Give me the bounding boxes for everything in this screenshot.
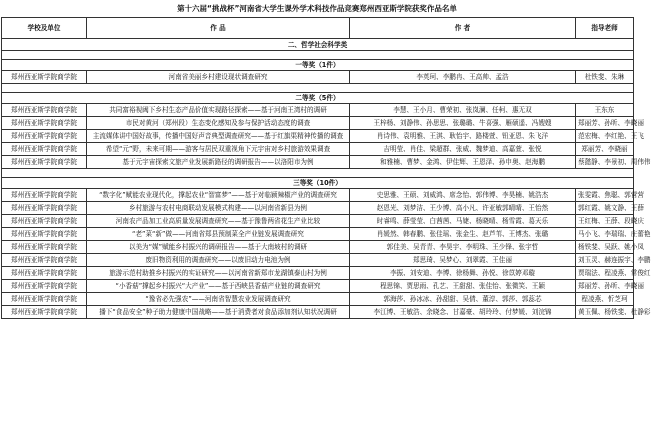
cell-school: 郑州西亚斯学院商学院 <box>2 189 87 202</box>
cell-work: “老”菜“新”做——河南省郑县预制菜全产业链发展调查研究 <box>87 228 350 241</box>
cell-school: 郑州西亚斯学院商学院 <box>2 306 87 319</box>
table-row <box>2 228 634 241</box>
spacer-row <box>2 84 634 93</box>
cell-advisor: 蔡懿静、李景初、周伟伟 <box>576 156 634 169</box>
cell-work: 乡村旅游与农村电商联动发展模式构建——以河南省新县为例 <box>87 202 350 215</box>
cell-school: 郑州西亚斯学院商学院 <box>2 241 87 254</box>
cell-work: 旅游示范村助推乡村振兴的实证研究——以河南省新郑市龙湖镇泰山村为例 <box>87 267 350 280</box>
spacer-cell <box>2 169 634 178</box>
section-row <box>2 39 634 51</box>
cell-advisor: 范宏梅、李红艳、王飞 <box>576 130 634 143</box>
cell-school: 郑州西亚斯学院商学院 <box>2 254 87 267</box>
document-title: 第十六届“挑战杯”河南省大学生课外学术科技作品竞赛郑州西亚斯学院获奖作品名单 <box>177 4 457 13</box>
cell-school: 郑州西亚斯学院商学院 <box>2 71 87 84</box>
table-row <box>2 143 634 156</box>
award-group-row <box>2 93 634 104</box>
cell-authors: 郭佳美、吴青青、李昊宇、李明珠、王少锋、张宇哲 <box>350 241 576 254</box>
spacer-row <box>2 51 634 60</box>
table-row <box>2 280 634 293</box>
cell-work: 基于元宇宙探索文旅产业发展新路径的调研报告——以洛阳市为例 <box>87 156 350 169</box>
cell-advisor: 郑丽芳、孙昕、李晓丽 <box>576 280 634 293</box>
table-row <box>2 306 634 319</box>
award-group-label: 一等奖（1件） <box>2 60 634 71</box>
section-title: 二、哲学社会科学类 <box>2 39 634 51</box>
cell-work: “数字化”赋能农业现代化，撑起农业“智富梦”——基于对临颍辣椒产业的调查研究 <box>87 189 350 202</box>
cell-work: 以美为“媒”赋能乡村振兴的调研报告——基于大南坡村的调研 <box>87 241 350 254</box>
cell-advisor: 王东东 <box>576 104 634 117</box>
cell-advisor: 马小飞、李瑞瑞、庄蕾艳 <box>576 228 634 241</box>
header-school: 学校及单位 <box>2 18 87 39</box>
cell-authors: 吉明莹、肖佳、梁超群、张威、魏梦迪、高嘉萱、张悦 <box>350 143 576 156</box>
table-row <box>2 71 634 84</box>
cell-advisor: 杜铁斐、朱琳 <box>576 71 634 84</box>
cell-work: 共同富裕视阈下乡村生态产品价值实现路径探索——基于河南王湾村的调研 <box>87 104 350 117</box>
table-row <box>2 117 634 130</box>
cell-work: “豫省必先强农”——河南省智慧农业发展调查研究 <box>87 293 350 306</box>
table-row <box>2 202 634 215</box>
cell-advisor: 黄玉佩、杨铁斐、杜静彩 <box>576 306 634 319</box>
spacer-cell <box>2 84 634 93</box>
cell-authors: 史思雅、王硕、刘威鸿、席念怡、郭伟博、李昊楠、姚浩杰 <box>350 189 576 202</box>
spacer-row <box>2 169 634 178</box>
cell-advisor: 王红梅、王薛、段晓庆 <box>576 215 634 228</box>
cell-school: 郑州西亚斯学院商学院 <box>2 280 87 293</box>
cell-authors: 郑思琦、吴梦心、刘翠霞、王佳丽 <box>350 254 576 267</box>
cell-school: 郑州西亚斯学院商学院 <box>2 228 87 241</box>
cell-authors: 赵恩光、刘梦洁、王少博、高小凡、许亚敏郭晴晴、王怡然 <box>350 202 576 215</box>
cell-school: 郑州西亚斯学院商学院 <box>2 104 87 117</box>
cell-work: 河南农产品加工业高质量发展调查研究——基于豫鲁两省花生产业比较 <box>87 215 350 228</box>
cell-school: 郑州西亚斯学院商学院 <box>2 143 87 156</box>
cell-school: 郑州西亚斯学院商学院 <box>2 130 87 143</box>
header-advisor: 指导老师 <box>576 18 634 39</box>
award-group-label: 三等奖（10件） <box>2 178 634 189</box>
cell-work: “小香菇”撑起乡村振兴“大产业”——基于西峡县香菇产业链的调查研究 <box>87 280 350 293</box>
cell-authors: 和雅楠、曹梦、金鸿、伊佳辉、王恩泽、孙申奥、赵海鹏 <box>350 156 576 169</box>
cell-work: 废旧物资利用的调查研究——以废旧动力电池为例 <box>87 254 350 267</box>
table-row <box>2 189 634 202</box>
table-header-row <box>2 18 634 39</box>
cell-school: 郑州西亚斯学院商学院 <box>2 117 87 130</box>
table-row <box>2 130 634 143</box>
cell-school: 郑州西亚斯学院商学院 <box>2 267 87 280</box>
cell-authors: 郭海莎、孙冰冰、孙甜甜、吴倩、董淳、郭莎、郭蕊芯 <box>350 293 576 306</box>
cell-authors: 程思锦、贾思雨、孔艺、王甜甜、张佳怡、张微笑、王颖 <box>350 280 576 293</box>
cell-advisor: 贾瑞法、程凌燕、常俊红 <box>576 267 634 280</box>
award-group-row <box>2 178 634 189</box>
cell-authors: 肖诗伟、袁明雅、王淇、耿怡宇、路楼萱、钮亚恩、朱飞洋 <box>350 130 576 143</box>
cell-school: 郑州西亚斯学院商学院 <box>2 215 87 228</box>
table-row <box>2 104 634 117</box>
header-authors: 作 者 <box>350 18 576 39</box>
cell-authors: 李英珂、李鹏冉、王高帅、孟浩 <box>350 71 576 84</box>
cell-authors: 李江博、王敏浩、余晓念、甘嘉豪、胡玲玲、付梦媛、刘浣锦 <box>350 306 576 319</box>
table-row <box>2 293 634 306</box>
cell-work: 河南省美丽乡村建设现状调查研究 <box>87 71 350 84</box>
header-work: 作 品 <box>87 18 350 39</box>
award-group-label: 二等奖（5件） <box>2 93 634 104</box>
cell-advisor: 杨铁斐、吴跃、姚小凤 <box>576 241 634 254</box>
cell-advisor: 郑丽芳、孙昕、李晓丽 <box>576 117 634 130</box>
cell-school: 郑州西亚斯学院商学院 <box>2 202 87 215</box>
cell-authors: 肖媛然、韩春鹏、张佳瑶、张金生、赵芦苇、王博杰、张璐 <box>350 228 576 241</box>
cell-authors: 李慧、王小月、曹荣初、张岚澜、任柯、惠无双 <box>350 104 576 117</box>
table-row <box>2 215 634 228</box>
cell-advisor: 刘玉灵、赫连振宇、李鹏 <box>576 254 634 267</box>
cell-advisor: 程凌燕、忻芝珂 <box>576 293 634 306</box>
award-table <box>1 17 651 319</box>
cell-authors: 时睿鸣、薛莹莹、白茜茜、马婕、杨晓晴、杨雪霞、葛天乐 <box>350 215 576 228</box>
table-row <box>2 254 634 267</box>
cell-authors: 李振、刘安迪、李博、徐杨舞、孙悦、徐苡婷邓璇 <box>350 267 576 280</box>
cell-advisor: 张雯霞、焦聪、郭营营 <box>576 189 634 202</box>
cell-work: 市民对黄河（郑州段）生态变化感知及参与保护活动态度的调查 <box>87 117 350 130</box>
table-row <box>2 267 634 280</box>
cell-school: 郑州西亚斯学院商学院 <box>2 156 87 169</box>
table-row <box>2 241 634 254</box>
table-body <box>2 39 651 319</box>
cell-advisor: 郑丽芳、李晓丽 <box>576 143 634 156</box>
award-group-row <box>2 60 634 71</box>
cell-work: 播下“食品安全”种子助力健康中国战略——基于消费者对食品添加剂认知状况调研 <box>87 306 350 319</box>
cell-work: 主流媒体讲中国好故事，传播中国好声音典型调查研究——基于红旗渠精神传播的调查 <box>87 130 350 143</box>
cell-advisor: 郭红霞、姚文静、王薛 <box>576 202 634 215</box>
cell-school: 郑州西亚斯学院商学院 <box>2 293 87 306</box>
cell-authors: 王梓杨、刘静伟、孙思思、张璐璐、牛喜强、雁硕遥、冯嫂嫂 <box>350 117 576 130</box>
spacer-cell <box>2 51 634 60</box>
table-row <box>2 156 634 169</box>
cell-work: 希望“元”野，未来可期——游客与居民双重视角下元宇宙对乡村旅游效果调查 <box>87 143 350 156</box>
